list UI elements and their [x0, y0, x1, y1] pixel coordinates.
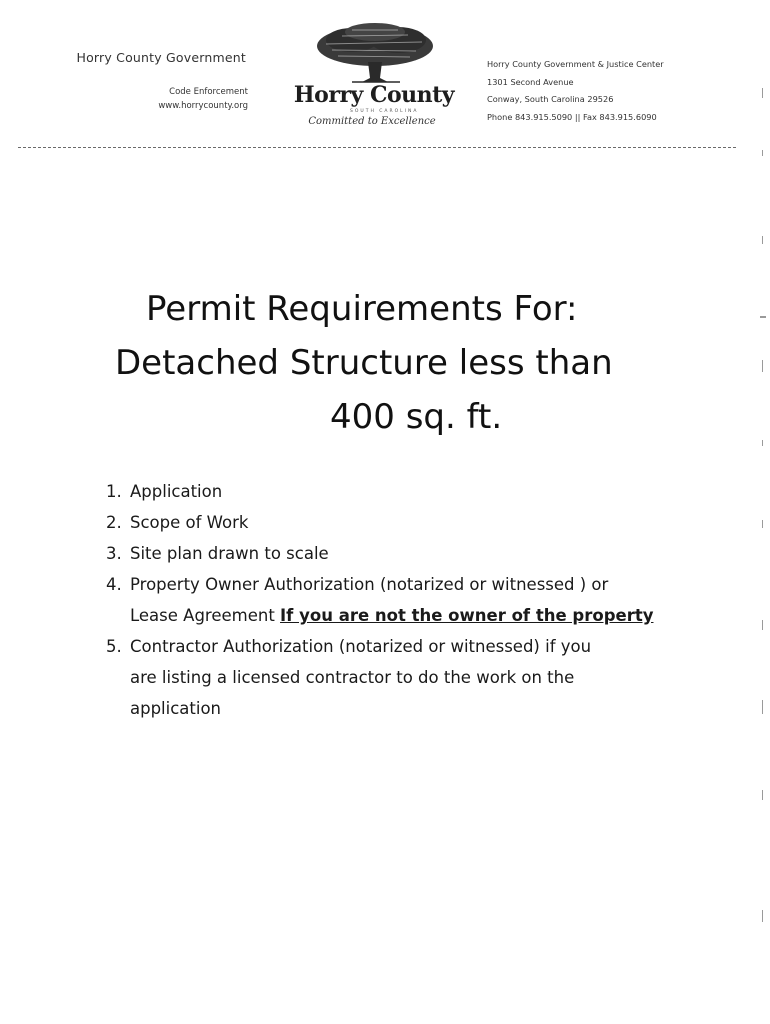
item-text: Application — [130, 482, 223, 501]
item-text: Site plan drawn to scale — [130, 544, 329, 563]
item-number: 5. — [106, 637, 122, 656]
scan-mark — [762, 700, 763, 714]
scan-mark — [762, 360, 763, 372]
requirement-item — [106, 538, 706, 569]
scan-mark — [762, 150, 763, 156]
requirement-item — [106, 631, 706, 724]
header-divider — [18, 147, 736, 148]
item-text-line-3: application — [130, 699, 222, 718]
website-link[interactable]: www.horrycounty.org — [158, 101, 248, 111]
scan-mark — [762, 236, 763, 244]
logo-tagline: Committed to Excellence — [308, 116, 436, 127]
item-text-prefix: Lease Agreement — [130, 606, 281, 625]
scan-mark — [760, 316, 766, 318]
item-text-line-1: Property Owner Authorization (notarized or witnessed ) or — [130, 575, 609, 594]
scan-mark — [762, 88, 763, 98]
scan-mark — [762, 520, 763, 528]
title-line-1: Permit Requirements For: — [146, 289, 578, 329]
item-text: Scope of Work — [130, 513, 249, 532]
item-text-line-2: are listing a licensed contractor to do the work on the — [130, 668, 575, 687]
item-text-line-2 — [130, 600, 706, 631]
org-name: Horry County Government — [76, 50, 246, 65]
requirements-list — [106, 476, 706, 724]
page-title — [0, 282, 770, 444]
item-number: 3. — [106, 544, 122, 563]
owner-condition-emphasis: If you are not the owner of the property — [280, 606, 654, 625]
title-line-3: 400 sq. ft. — [330, 397, 503, 437]
scan-mark — [762, 620, 763, 630]
item-text-line-1: Contractor Authorization (notarized or witnessed) if you — [130, 637, 592, 656]
county-logo — [290, 22, 460, 132]
address-line-2: 1301 Second Avenue — [487, 76, 574, 87]
scan-mark — [762, 440, 763, 446]
requirement-item — [106, 507, 706, 538]
header-right-address — [487, 56, 664, 126]
scan-mark — [762, 790, 763, 800]
requirement-item — [106, 569, 706, 631]
item-number: 4. — [106, 575, 122, 594]
logo-state: SOUTH CAROLINA — [350, 109, 419, 114]
requirement-item — [106, 476, 706, 507]
address-line-3: Conway, South Carolina 29526 — [487, 94, 614, 104]
department-name: Code Enforcement — [169, 87, 248, 97]
contact-line: Phone 843.915.5090 || Fax 843.915.6090 — [487, 111, 657, 122]
address-line-1: Horry County Government & Justice Center — [487, 59, 664, 69]
item-number: 1. — [106, 482, 122, 501]
logo-wordmark: Horry County — [293, 82, 455, 108]
oak-tree-icon — [312, 22, 438, 84]
header-left-block — [0, 50, 248, 113]
item-number: 2. — [106, 513, 122, 532]
scan-mark — [762, 910, 763, 922]
title-line-2: Detached Structure less than — [115, 343, 613, 383]
